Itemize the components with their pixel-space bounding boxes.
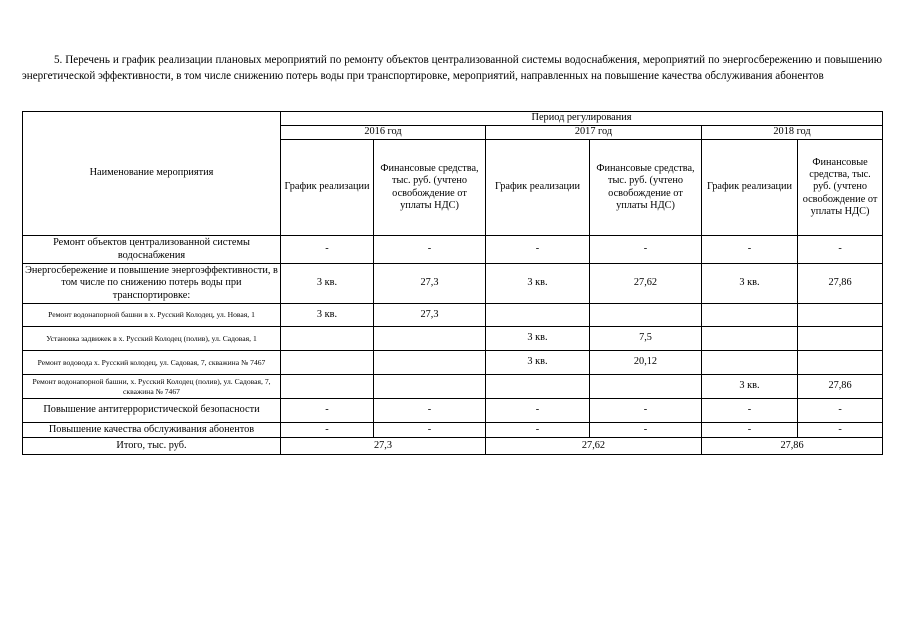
table-row [23,327,883,351]
total-2017: 27,62 [486,438,702,455]
schedule-cell: 3 кв. [702,264,798,304]
schedule-cell: - [702,423,798,438]
header-finance-2016: Финансовые средства, тыс. руб. (учтено освобождение от уплаты НДС) [374,140,486,236]
finance-cell: 27,86 [798,264,883,304]
activity-name-cell: Ремонт водонапорной башни, х. Русский Колодец (полив), ул. Садовая, 7, скважина № 7467 [23,375,281,399]
total-2018: 27,86 [702,438,883,455]
table-row [23,304,883,327]
header-finance-2017: Финансовые средства, тыс. руб. (учтено освобождение от уплаты НДС) [590,140,702,236]
table-row [23,399,883,423]
header-year-2016: 2016 год [281,126,486,140]
header-year-2018: 2018 год [702,126,883,140]
finance-cell: - [374,423,486,438]
schedule-cell [486,375,590,399]
table-row [23,236,883,264]
schedule-cell [486,304,590,327]
finance-cell [798,351,883,375]
header-schedule-2016: График реализации [281,140,374,236]
header-year-2017: 2017 год [486,126,702,140]
finance-cell: 27,3 [374,304,486,327]
activity-name-cell: Повышение качества обслуживания абонентов [23,423,281,438]
finance-cell: 27,3 [374,264,486,304]
schedule-cell: - [702,399,798,423]
finance-cell [798,327,883,351]
header-schedule-2018: График реализации [702,140,798,236]
schedule-cell: - [486,236,590,264]
finance-cell: 27,86 [798,375,883,399]
schedule-cell [702,304,798,327]
section-heading: 5. Перечень и график реализации плановых мероприятий по ремонту объектов централизованной системы водоснабжения, мероприятий по энергосбережению и повышению энергетической эффективности, в том числе снижению потерь воды при транспортировке, мероприятий, направленных на повышение качества обслуживания абонентов [22,54,882,82]
header-finance-2018: Финансовые средства, тыс. руб. (учтено освобождение от уплаты НДС) [798,140,883,236]
total-2016: 27,3 [281,438,486,455]
schedule-cell: - [486,399,590,423]
schedule-cell: - [486,423,590,438]
schedule-cell: 3 кв. [486,264,590,304]
finance-cell: - [590,399,702,423]
schedule-cell: 3 кв. [281,304,374,327]
activity-name-cell: Ремонт объектов централизованной системы водоснабжения [23,236,281,264]
finance-cell [798,304,883,327]
schedule-cell [281,351,374,375]
table-row [23,423,883,438]
finance-cell: 20,12 [590,351,702,375]
schedule-cell [281,327,374,351]
schedule-cell: - [702,236,798,264]
table-body [23,236,883,438]
finance-cell [590,375,702,399]
finance-cell: - [798,399,883,423]
header-activity-name: Наименование мероприятия [23,112,281,236]
schedule-cell: - [281,236,374,264]
header-schedule-2017: График реализации [486,140,590,236]
finance-cell: - [798,236,883,264]
schedule-cell: 3 кв. [486,327,590,351]
total-label: Итого, тыс. руб. [23,438,281,455]
activity-name-cell: Ремонт водовода х. Русский колодец, ул. Садовая, 7, скважина № 7467 [23,351,281,375]
activity-name-cell: Ремонт водонапорной башни в х. Русский Колодец, ул. Новая, 1 [23,304,281,327]
schedule-cell [702,327,798,351]
schedule-cell: - [281,423,374,438]
table-row [23,375,883,399]
schedule-cell [702,351,798,375]
finance-cell: - [590,236,702,264]
activity-name-cell: Повышение антитеррористической безопасности [23,399,281,423]
finance-cell: - [590,423,702,438]
table-row [23,351,883,375]
schedule-cell: 3 кв. [486,351,590,375]
measures-table [22,111,883,455]
schedule-cell [281,375,374,399]
schedule-cell: 3 кв. [702,375,798,399]
finance-cell [374,327,486,351]
activity-name-cell: Установка задвижек в х. Русский Колодец (полив), ул. Садовая, 1 [23,327,281,351]
table-row [23,264,883,304]
finance-cell [374,375,486,399]
finance-cell: - [374,236,486,264]
finance-cell: 7,5 [590,327,702,351]
finance-cell [590,304,702,327]
activity-name-cell: Энергосбережение и повышение энергоэффективности, в том числе по снижению потерь воды при транспортировке: [23,264,281,304]
finance-cell: - [374,399,486,423]
schedule-cell: 3 кв. [281,264,374,304]
header-period: Период регулирования [281,112,883,126]
finance-cell [374,351,486,375]
finance-cell: - [798,423,883,438]
schedule-cell: - [281,399,374,423]
finance-cell: 27,62 [590,264,702,304]
